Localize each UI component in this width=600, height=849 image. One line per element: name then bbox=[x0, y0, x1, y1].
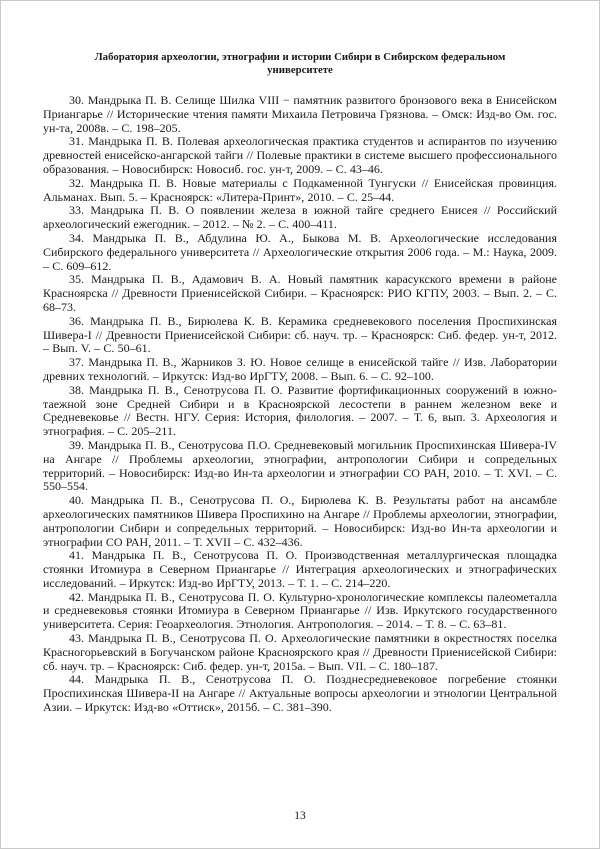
reference-entry: 31. Мандрыка П. В. Полевая археологическая практика студентов и аспирантов по изучению древностей енисейско-ангарской тайги // Полевые практики в системе высшего профессионального образования. – Новосибирск: Новосиб. гос. ун-т, 2009. – С. 43–46. bbox=[43, 134, 557, 176]
reference-entry: 41. Мандрыка П. В., Сенотрусова П. О. Производственная металлургическая площадка стоянки Итомиура в Северном Приангарье // Интеграция археологических и этнографических исследований. – Иркутск: Изд-во ИрГТУ, 2013. – Т. 1. – С. 214–220. bbox=[43, 548, 557, 590]
reference-entry: 32. Мандрыка П. В. Новые материалы с Подкаменной Тунгуски // Енисейская провинция. Альманах. Вып. 5. – Красноярск: «Литера-Принт», 2010. – С. 25–44. bbox=[43, 175, 557, 204]
reference-entry: 40. Мандрыка П. В., Сенотрусова П. О., Бирюлева К. В. Результаты работ на ансамбле археологических памятников Шивера Проспихино на Ангаре // Проблемы археологии, этнографии, антропологии Сибири и сопредельных территорий. – Новосибирск: Изд-во Ин-та археологии и этнографии СО РАН, 2011. – Т. XVII – С. 432–436. bbox=[43, 493, 557, 549]
reference-entry: 39. Мандрыка П. В., Сенотрусова П.О. Средневековый могильник Проспихинская Шивера-IV на Ангаре // Проблемы археологии, этнографии, антропологии Сибири и сопредельных территорий. – Новосибирск: Изд-во Ин-та археологии и этнографии СО РАН, 2010. – Т. XVI. – С. 550–554. bbox=[43, 437, 557, 494]
page-content bbox=[1, 1, 599, 715]
reference-entry: 42. Мандрыка П. В., Сенотрусова П. О. Культурно-хронологические комплексы палеометалла и средневековья стоянки Итомиура в Северном Приангарье // Изв. Иркутского государственного университета. Серия: Геоархеология. Этнология. Антропология. – 2014. – Т. 8. – С. 63–81. bbox=[43, 589, 557, 632]
reference-entry: 43. Мандрыка П. В., Сенотрусова П. О. Археологические памятники в окрестностях поселка Красногорьевский в Богучанском районе Красноярского края // Древности Приенисейской Сибири: сб. науч. тр. – Красноярск: Сиб. федер. ун-т, 2015а. – Вып. VII. – С. 180–187. bbox=[43, 631, 557, 673]
reference-entry: 38. Мандрыка П. В., Сенотрусова П. О. Развитие фортификационных сооружений в южно-таежной зоне Средней Сибири и в Красноярской лесостепи в раннем железном веке и Средневековье // Вестн. НГУ. Серия: История, филология. – 2007. – Т. 6, вып. 3. Археология и этнография. – С. 205–211. bbox=[43, 382, 557, 439]
running-header: Лаборатория археологии, этнографии и истории Сибири в Сибирском федеральном университете bbox=[94, 51, 506, 76]
page-number: 13 bbox=[294, 810, 306, 822]
reference-entry: 36. Мандрыка П. В., Бирюлева К. В. Керамика средневекового поселения Проспихинская Шивера-I // Древности Приенисейской Сибири: сб. науч. тр. – Красноярск: Сиб. федер. ун-т, 2012. – Вып. V. – С. 50–61. bbox=[43, 313, 557, 356]
reference-entry: 35. Мандрыка П. В., Адамович В. А. Новый памятник карасукского времени в районе Красноярска // Древности Приенисейской Сибири. – Красноярск: РИО КГПУ, 2003. – Вып. 2. – С. 68–73. bbox=[43, 272, 557, 314]
reference-entry: 37. Мандрыка П. В., Жарников З. Ю. Новое селище в енисейской тайге // Изв. Лаборатории древних технологий. – Иркутск: Изд-во ИрГТУ, 2008. – Вып. 6. – С. 92–100. bbox=[43, 355, 557, 383]
reference-entry: 33. Мандрыка П. В. О появлении железа в южной тайге среднего Енисея // Российский археологический ежегодник. – 2012. – № 2. – С. 400–411. bbox=[43, 203, 557, 232]
reference-entry: 34. Мандрыка П. В., Абдулина Ю. А., Быкова М. В. Археологические исследования Сибирского федерального университета // Археологические открытия 2006 года. – М.: Наука, 2009. – С. 609–612. bbox=[43, 230, 557, 273]
reference-list bbox=[43, 94, 557, 715]
reference-entry: 44. Мандрыка П. В., Сенотрусова П. О. Позднесредневековое погребение стоянки Проспихинская Шивера-II на Ангаре // Актуальные вопросы археологии и этнологии Центральной Азии. – Иркутск: Изд-во «Оттиск», 2015б. – С. 381–390. bbox=[43, 672, 557, 715]
reference-entry: 30. Мандрыка П. В. Селище Шилка VIII − памятник развитого бронзового века в Енисейском Приангарье // Исторические чтения памяти Михаила Петровича Грязнова. – Омск: Изд-во Ом. гос. ун-та, 2008в. – С. 198–205. bbox=[43, 93, 557, 135]
